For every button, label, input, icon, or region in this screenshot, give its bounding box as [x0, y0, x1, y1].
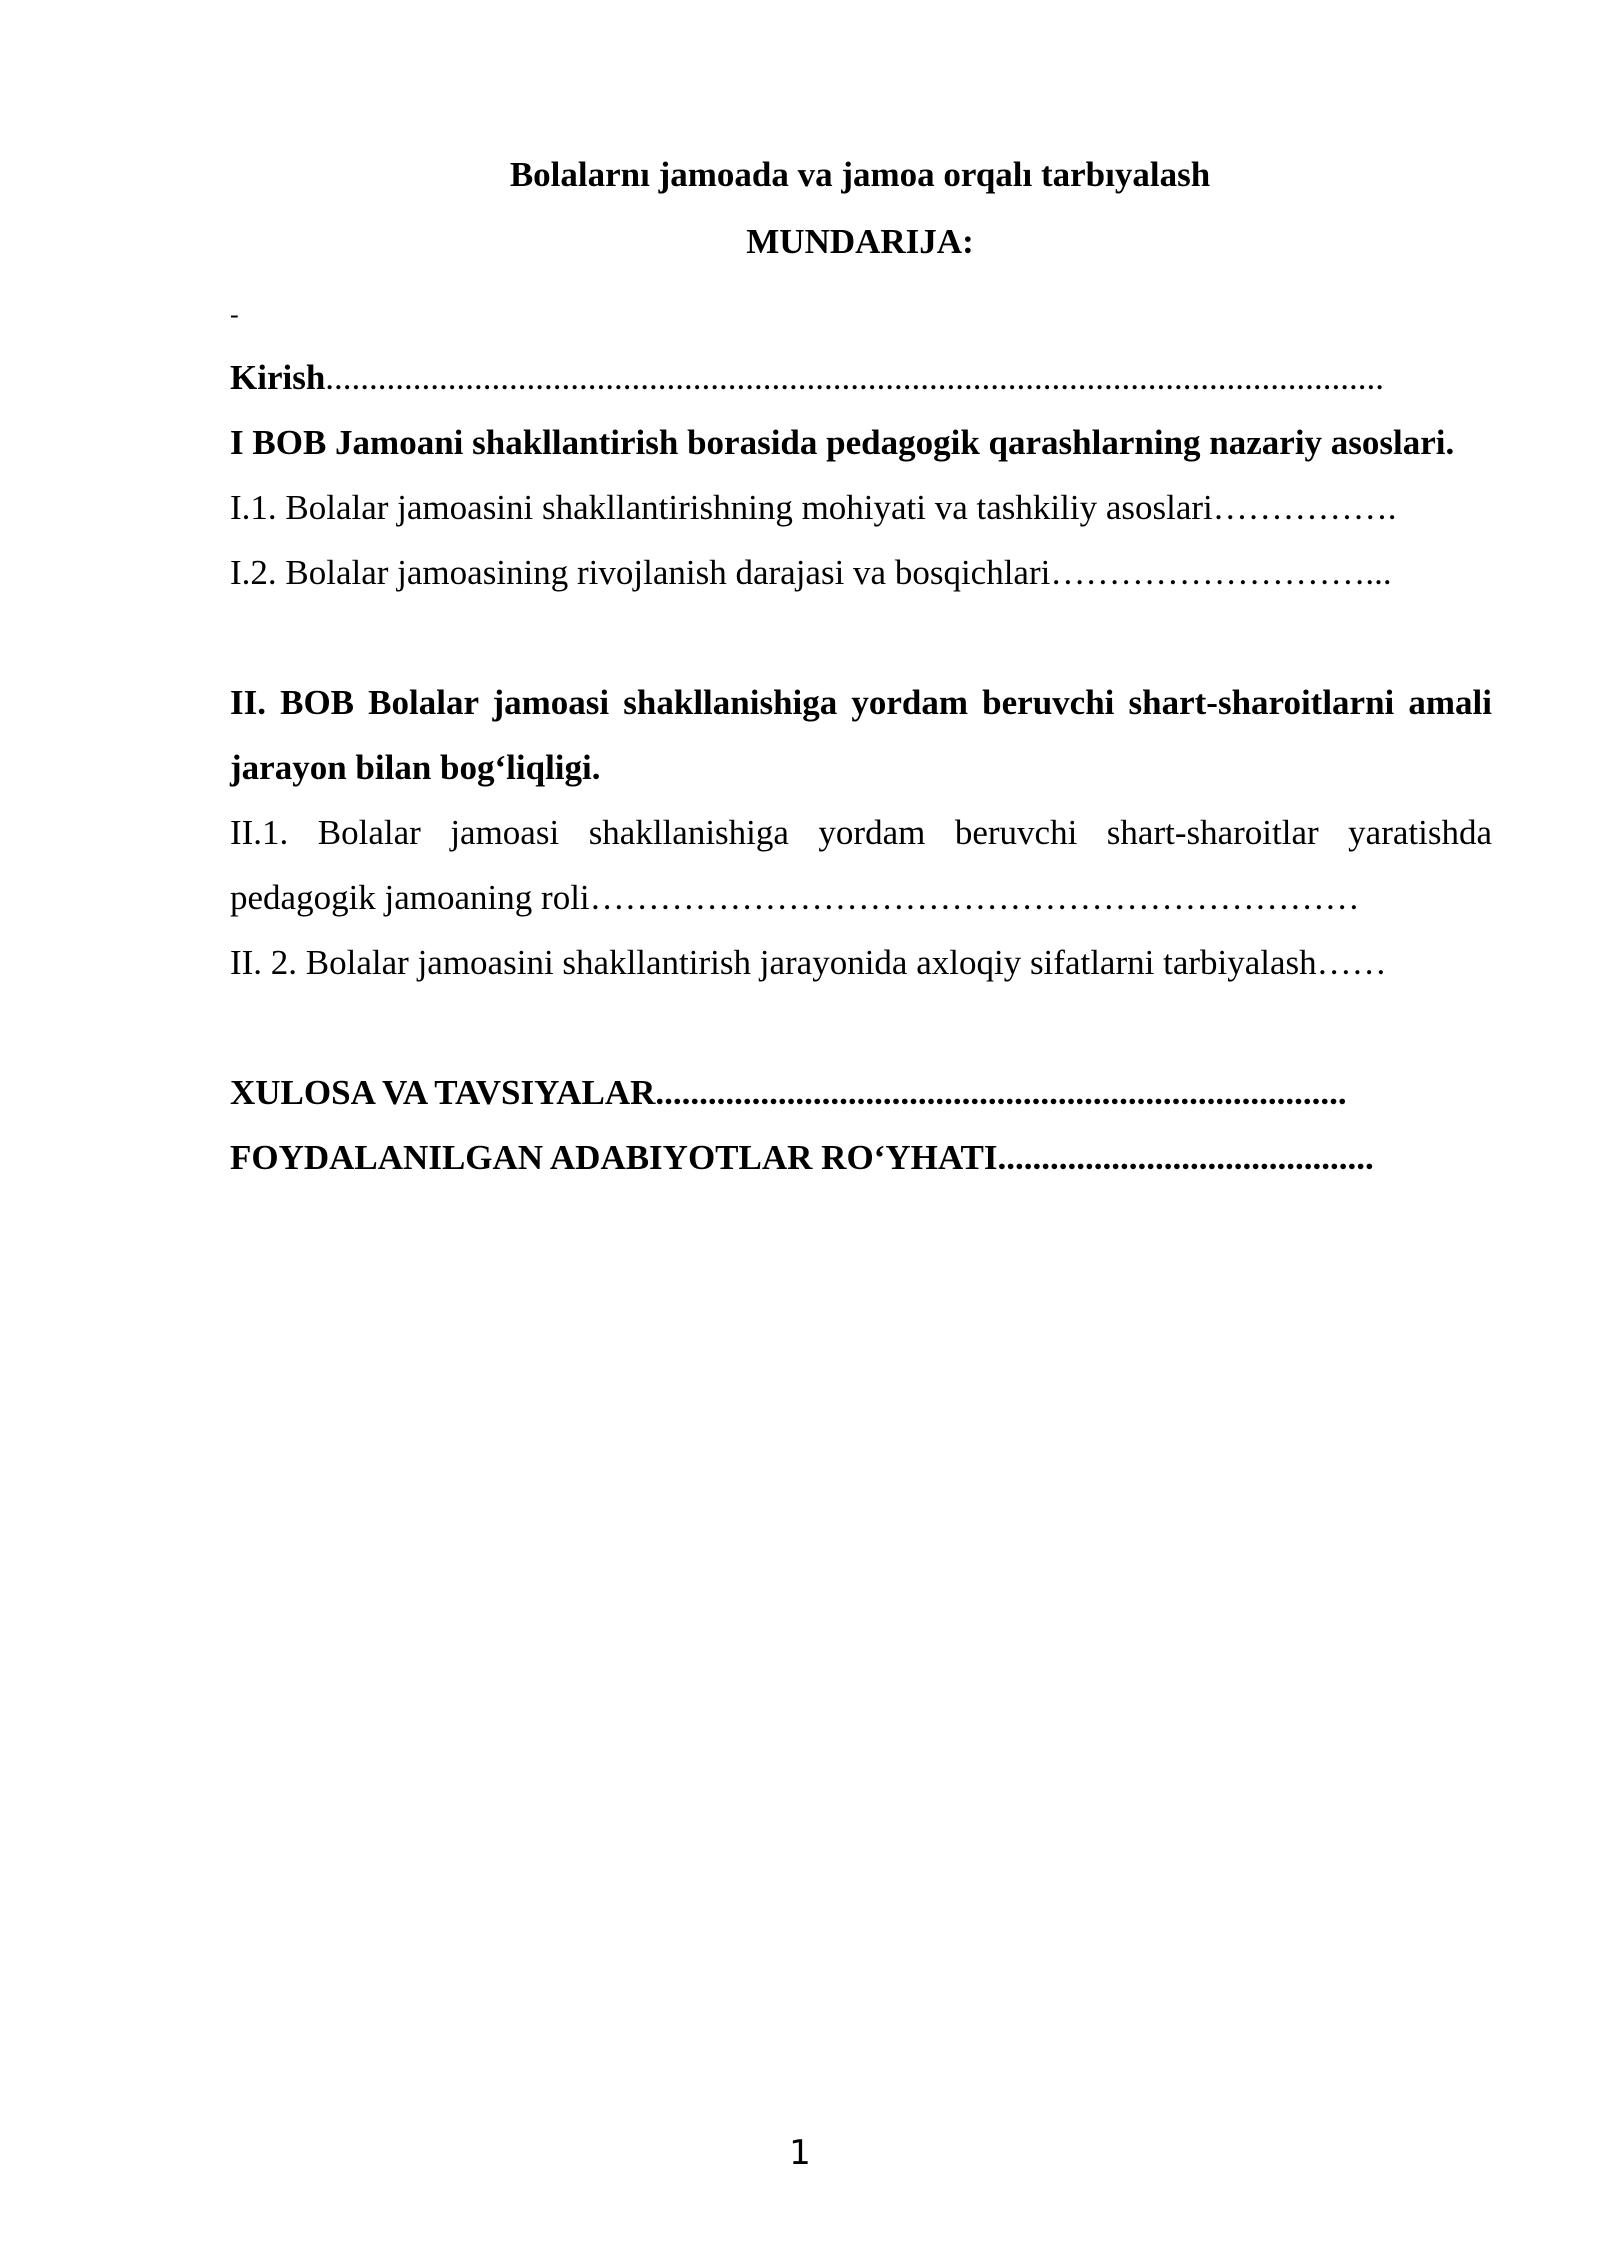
toc-entry-intro	[230, 345, 1492, 410]
table-of-contents	[230, 345, 1492, 1190]
toc-chapter-2-heading: II. BOB Bolalar jamoasi shakllanishiga yordam beruvchi shart-sharoitlarni amali jarayon bilan bog‘liqligi.	[230, 683, 1492, 787]
toc-intro-leader: .........................................................................................................................	[325, 358, 1385, 397]
toc-item-1-2: I.2. Bolalar jamoasining rivojlanish darajasi va bosqichlari………………………...	[230, 553, 1392, 592]
toc-chapter-1-heading: I BOB Jamoani shakllantirish borasida pedagogik qarashlarning nazariy asoslari.	[230, 423, 1455, 462]
table-of-contents-heading: MUNDARIJA:	[746, 222, 974, 261]
toc-item-1-1: I.1. Bolalar jamoasini shakllantirishning mohiyati va tashkiliy asoslari…………….	[230, 488, 1397, 527]
toc-references: FOYDALANILGAN ADABIYOTLAR RO‘YHATI...........................................	[230, 1138, 1374, 1177]
toc-intro-label: Kirish	[230, 358, 326, 397]
toc-item-2-2: II. 2. Bolalar jamoasini shakllantirish jarayonida axloqiy sifatlarni tarbiyalash……	[230, 943, 1387, 982]
dash-mark: -	[230, 300, 239, 329]
section-spacer	[230, 995, 1492, 1060]
toc-item-2-1: II.1. Bolalar jamoasi shakllanishiga yordam beruvchi shart-sharoitlar yaratishda pedagogik jamoaning roli…………………………………………………………	[230, 813, 1492, 917]
section-spacer	[230, 605, 1492, 670]
page-number: 1	[789, 2133, 811, 2173]
document-title: Bolalarnı jamoada va jamoa orqalı tarbıyalash	[509, 155, 1211, 194]
toc-conclusion: XULOSA VA TAVSIYALAR...............................................................................	[230, 1073, 1347, 1112]
